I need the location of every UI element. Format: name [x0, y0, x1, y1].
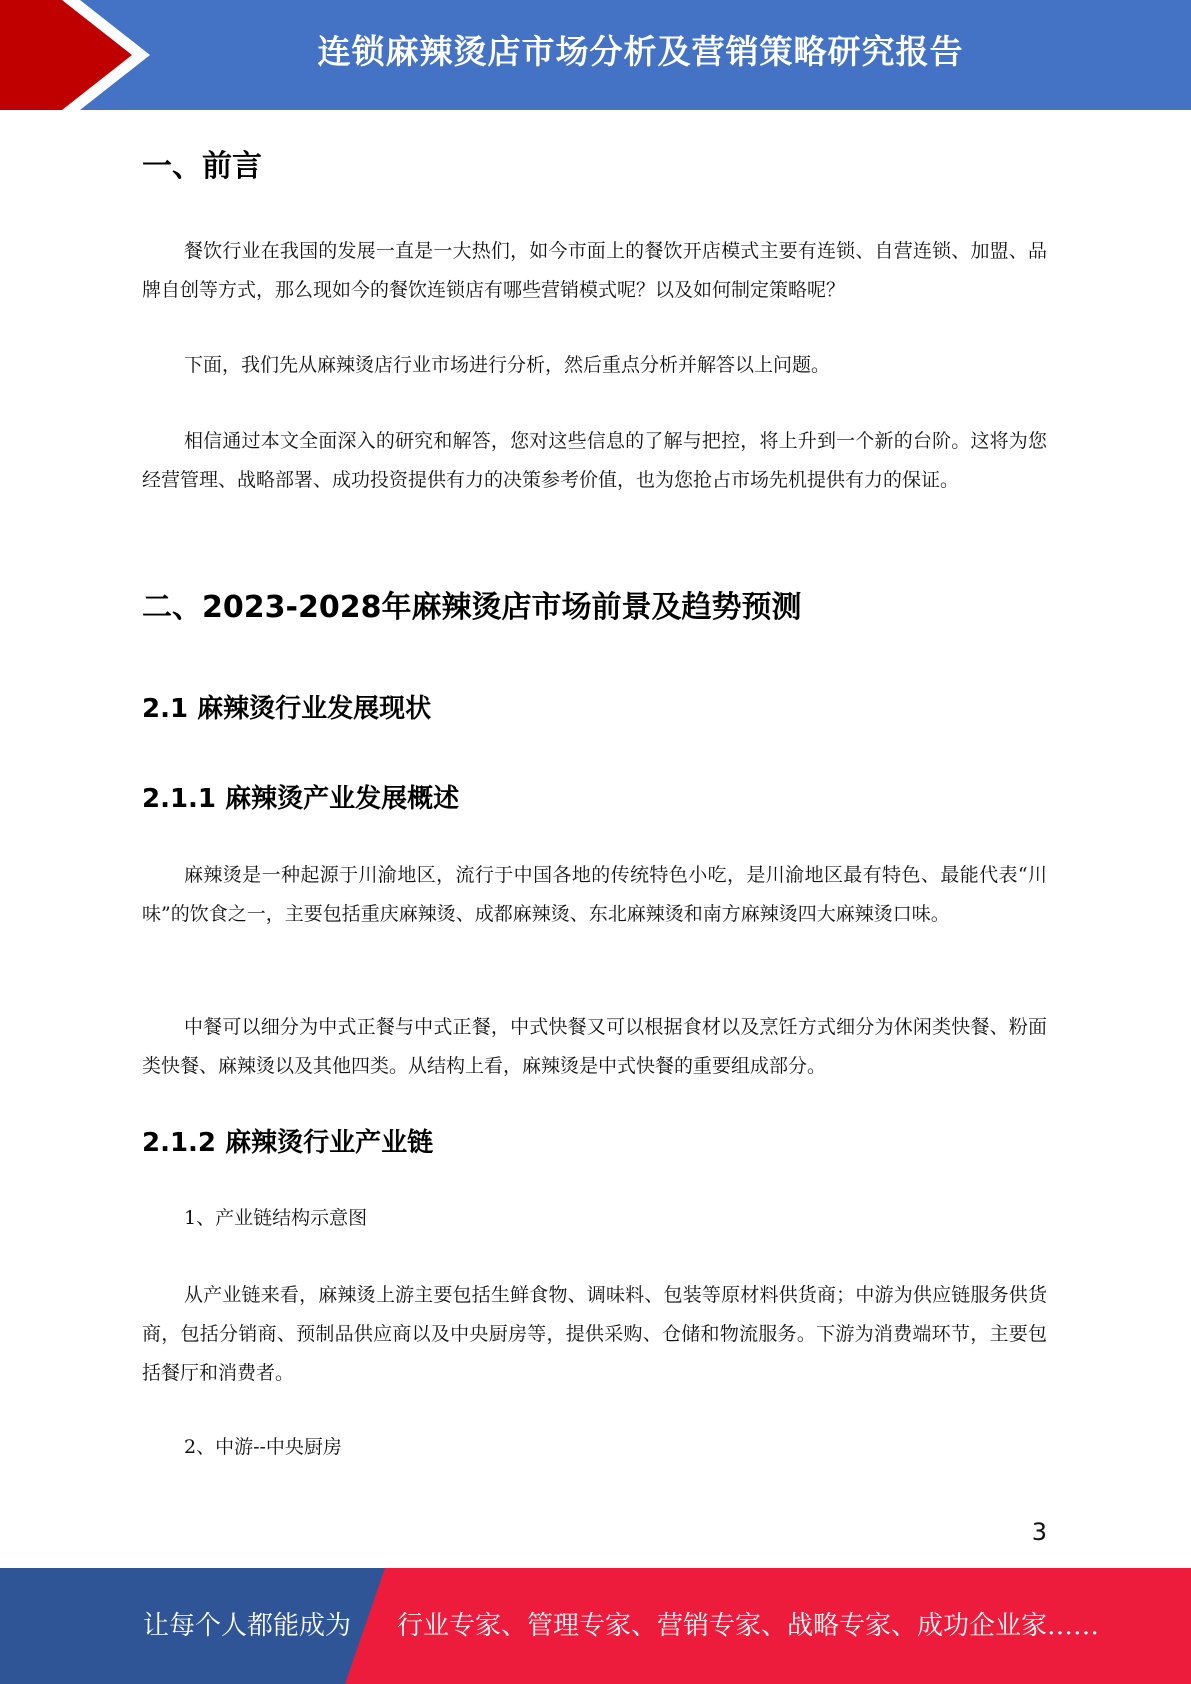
preface-paragraph-1: 餐饮行业在我国的发展一直是一大热们，如今市面上的餐饮开店模式主要有连锁、自营连锁、加盟、品牌自创等方式，那么现如今的餐饮连锁店有哪些营销模式呢？以及如何制定策略呢？ — [142, 240, 1047, 301]
list-item-central-kitchen: 2、中游--中央厨房 — [184, 1436, 342, 1458]
section-heading-forecast: 二、2023-2028年麻辣烫店市场前景及趋势预测 — [142, 590, 802, 625]
header-arrow-decoration — [0, 0, 260, 110]
section-2-1-1-paragraph-2: 中餐可以细分为中式正餐与中式正餐，中式快餐又可以根据食材以及烹饪方式细分为休闲类快餐、粉面类快餐、麻辣烫以及其他四类。从结构上看，麻辣烫是中式快餐的重要组成部分。 — [142, 1016, 1047, 1077]
preface-paragraph-2: 下面，我们先从麻辣烫店行业市场进行分析，然后重点分析并解答以上问题。 — [184, 354, 831, 376]
header-banner — [0, 0, 1191, 110]
subsection-heading-2-1-1: 2.1.1 麻辣烫产业发展概述 — [142, 784, 460, 814]
section-2-1-2-paragraph-1: 从产业链来看，麻辣烫上游主要包括生鲜食物、调味料、包装等原材料供货商；中游为供应链服务供货商，包括分销商、预制品供应商以及中央厨房等，提供采购、仓储和物流服务。下游为消费端环节，主要包括餐厅和消费者。 — [142, 1284, 1047, 1384]
report-title: 连锁麻辣烫店市场分析及营销策略研究报告 — [317, 32, 964, 71]
subsection-heading-2-1-2: 2.1.2 麻辣烫行业产业链 — [142, 1128, 434, 1158]
section-2-1-1-paragraph-1: 麻辣烫是一种起源于川渝地区，流行于中国各地的传统特色小吃，是川渝地区最有特色、最能代表“川味”的饮食之一，主要包括重庆麻辣烫、成都麻辣烫、东北麻辣烫和南方麻辣烫四大麻辣烫口味。 — [142, 864, 1047, 925]
preface-paragraph-3: 相信通过本文全面深入的研究和解答，您对这些信息的了解与把控，将上升到一个新的台阶。这将为您经营管理、战略部署、成功投资提供有力的决策参考价值，也为您抢占市场先机提供有力的保证。 — [142, 430, 1047, 491]
footer-slogan-right: 行业专家、管理专家、营销专家、战略专家、成功企业家…… — [397, 1611, 1100, 1641]
section-heading-preface: 一、前言 — [142, 149, 262, 184]
list-item-structure-diagram: 1、产业链结构示意图 — [184, 1207, 368, 1229]
footer-banner — [0, 1568, 1191, 1684]
subsection-heading-2-1: 2.1 麻辣烫行业发展现状 — [142, 694, 432, 724]
footer-slogan-left: 让每个人都能成为 — [143, 1611, 352, 1641]
page-number: 3 — [1031, 1518, 1047, 1546]
